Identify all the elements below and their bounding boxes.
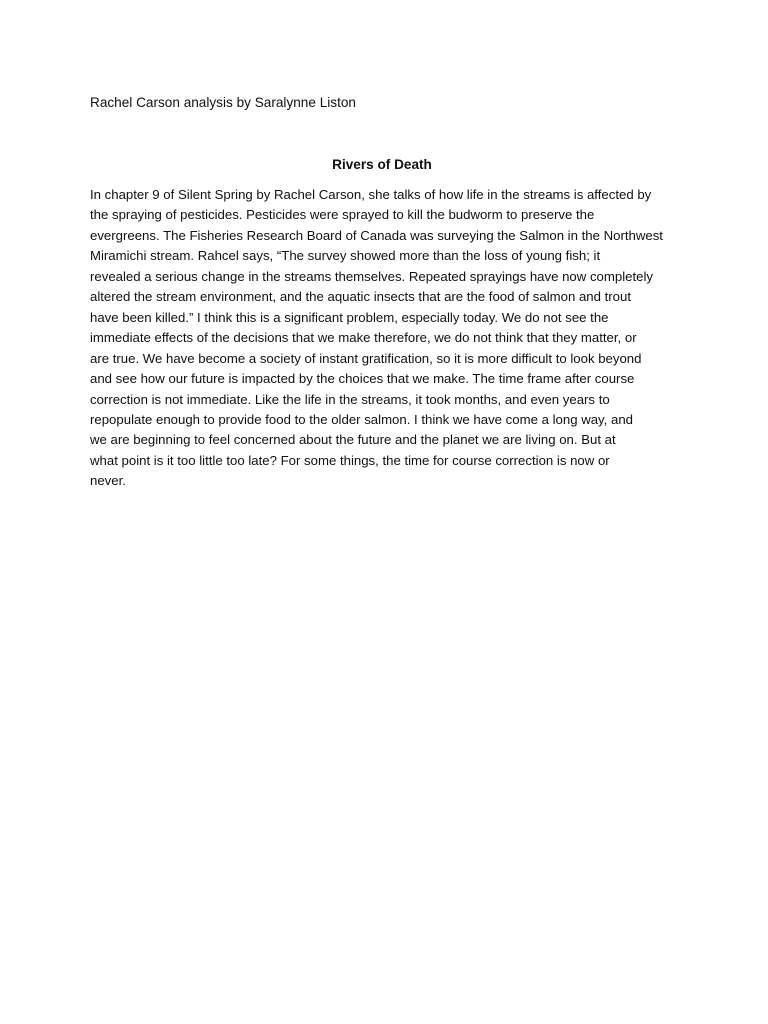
document-title: Rivers of Death — [332, 157, 432, 172]
body-line: what point is it too little too late? For some things, the time for course correction is now or — [90, 452, 610, 468]
body-line: repopulate enough to provide food to the older salmon. I think we have come a long way, and — [90, 411, 633, 427]
body-line: revealed a serious change in the streams themselves. Repeated sprayings have now completely — [90, 268, 653, 284]
body-line: are true. We have become a society of instant gratification, so it is more difficult to look beyond — [90, 350, 642, 366]
body-line: altered the stream environment, and the aquatic insects that are the food of salmon and trout — [90, 289, 632, 305]
body-line: evergreens. The Fisheries Research Board of Canada was surveying the Salmon in the Northwest — [90, 227, 663, 243]
body-line: Miramichi stream. Rahcel says, “The survey showed more than the loss of young fish; it — [90, 248, 601, 264]
body-line: immediate effects of the decisions that we make therefore, we do not think that they matter, or — [90, 330, 637, 346]
body-line: never. — [90, 473, 126, 489]
body-line: we are beginning to feel concerned about the future and the planet we are living on. But at — [90, 432, 616, 448]
body-line: correction is not immediate. Like the life in the streams, it took months, and even years to — [90, 391, 610, 407]
body-line: and see how our future is impacted by the choices that we make. The time frame after course — [90, 371, 635, 387]
body-line: In chapter 9 of Silent Spring by Rachel Carson, she talks of how life in the streams is affected by — [90, 187, 652, 202]
body-line: have been killed.” I think this is a significant problem, especially today. We do not see the — [90, 309, 609, 325]
document-header: Rachel Carson analysis by Saralynne Liston — [90, 95, 356, 110]
body-line: the spraying of pesticides. Pesticides were sprayed to kill the budworm to preserve the — [90, 207, 595, 223]
document-body — [90, 185, 690, 492]
